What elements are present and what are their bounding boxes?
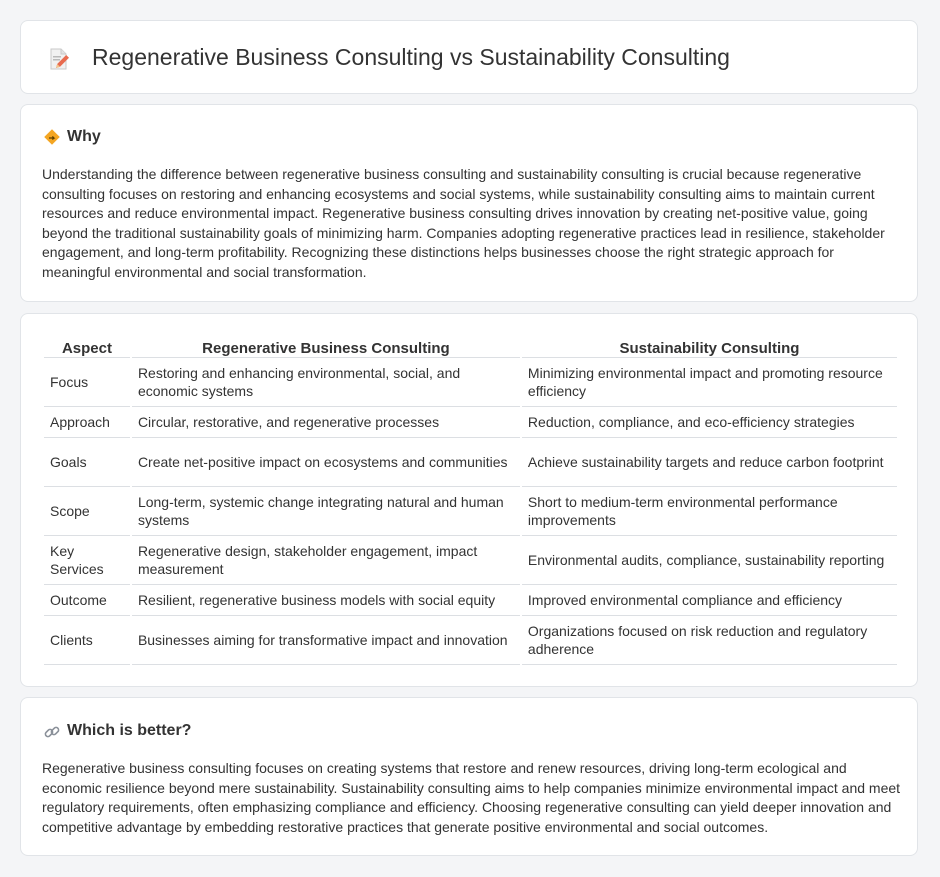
aspect-cell: Clients bbox=[44, 616, 130, 665]
aspect-cell: Key Services bbox=[44, 536, 130, 585]
table-row bbox=[44, 358, 897, 407]
why-section bbox=[20, 104, 918, 302]
sustainability-cell: Minimizing environmental impact and promoting resource efficiency bbox=[522, 358, 897, 407]
sustainability-cell: Short to medium-term environmental performance improvements bbox=[522, 487, 897, 536]
table-row bbox=[44, 536, 897, 585]
header-regenerative: Regenerative Business Consulting bbox=[132, 334, 520, 358]
aspect-cell: Approach bbox=[44, 407, 130, 438]
aspect-cell: Scope bbox=[44, 487, 130, 536]
sustainability-cell: Environmental audits, compliance, sustainability reporting bbox=[522, 536, 897, 585]
why-title: Why bbox=[67, 128, 101, 145]
sign-diamond-icon bbox=[43, 128, 61, 146]
regenerative-cell: Businesses aiming for transformative impact and innovation bbox=[132, 616, 520, 665]
better-title: Which is better? bbox=[67, 722, 192, 739]
comparison-table bbox=[42, 334, 899, 665]
regenerative-cell: Resilient, regenerative business models with social equity bbox=[132, 585, 520, 616]
table-row bbox=[44, 487, 897, 536]
aspect-cell: Goals bbox=[44, 438, 130, 487]
table-row bbox=[44, 438, 897, 487]
table-row bbox=[44, 616, 897, 665]
regenerative-cell: Create net-positive impact on ecosystems and communities bbox=[132, 438, 520, 487]
page-title: Regenerative Business Consulting vs Sustainability Consulting bbox=[92, 44, 730, 70]
sustainability-cell: Achieve sustainability targets and reduce carbon footprint bbox=[522, 438, 897, 487]
regenerative-cell: Regenerative design, stakeholder engagement, impact measurement bbox=[132, 536, 520, 585]
aspect-cell: Outcome bbox=[44, 585, 130, 616]
table-row bbox=[44, 407, 897, 438]
table-header-row bbox=[44, 334, 897, 358]
link-icon bbox=[43, 723, 61, 741]
header-sustainability: Sustainability Consulting bbox=[522, 334, 897, 358]
better-text: Regenerative business consulting focuses on creating systems that restore and renew resources, driving long-term ecological and economic resilience beyond mere sustainability. Sustainability consulting aims to help companies minimize environmental impact and meet regulatory requirements, often emphasizing compliance and efficiency. Choosing regenerative consulting can yield deeper innovation and competitive advantage by embedding restorative practices that generate positive environmental and social outcomes. bbox=[42, 760, 901, 835]
sustainability-cell: Reduction, compliance, and eco-efficiency strategies bbox=[522, 407, 897, 438]
regenerative-cell: Circular, restorative, and regenerative processes bbox=[132, 407, 520, 438]
table-row bbox=[44, 585, 897, 616]
comparison-section bbox=[20, 313, 918, 687]
sustainability-cell: Improved environmental compliance and efficiency bbox=[522, 585, 897, 616]
regenerative-cell: Restoring and enhancing environmental, social, and economic systems bbox=[132, 358, 520, 407]
title-card bbox=[20, 20, 918, 94]
document-pencil-icon bbox=[47, 47, 71, 71]
why-text: Understanding the difference between regenerative business consulting and sustainability consulting is crucial because regenerative consulting focuses on restoring and enhancing ecosystems and social systems, while sustainability consulting aims to maintain current resources and reduce environmental impact. Regenerative business consulting drives innovation by creating net-positive value, going beyond the traditional sustainability goals of minimizing harm. Companies adopting regenerative practices lead in resilience, stakeholder engagement, and long-term profitability. Recognizing these distinctions helps businesses choose the right strategic approach for meaningful environmental and social transformation. bbox=[42, 166, 885, 280]
regenerative-cell: Long-term, systemic change integrating natural and human systems bbox=[132, 487, 520, 536]
aspect-cell: Focus bbox=[44, 358, 130, 407]
which-is-better-section bbox=[20, 697, 918, 856]
header-aspect: Aspect bbox=[44, 334, 130, 358]
sustainability-cell: Organizations focused on risk reduction and regulatory adherence bbox=[522, 616, 897, 665]
